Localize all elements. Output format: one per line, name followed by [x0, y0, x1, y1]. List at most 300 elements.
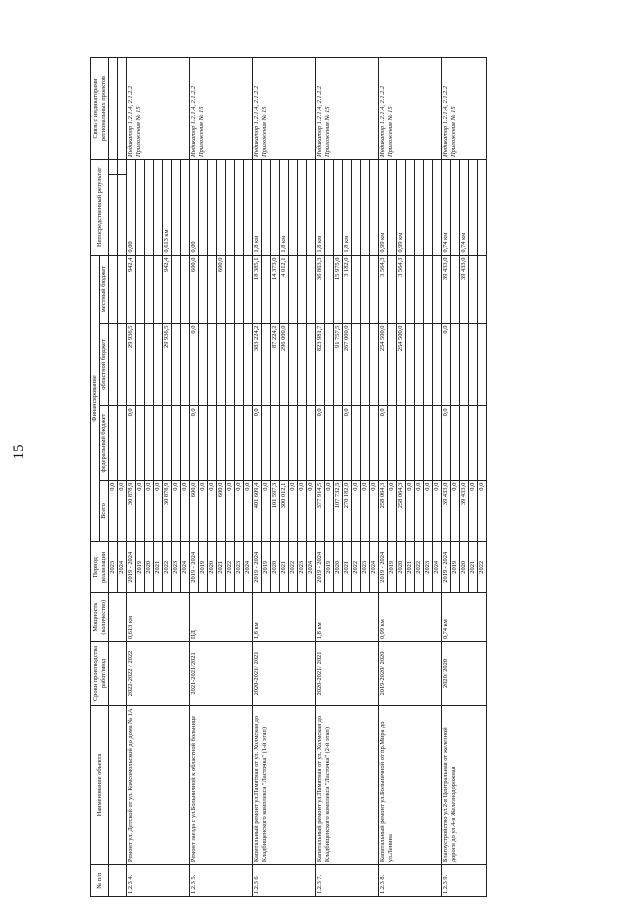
object-name: Капитальный ремонт ул.Больничной от пр.Мира до ул.Ленина [379, 705, 442, 864]
result-cell [307, 160, 316, 256]
table-row [379, 58, 388, 897]
federal-cell [172, 406, 181, 480]
cell [118, 160, 127, 175]
local-cell [262, 255, 271, 323]
total-cell: 0,0 [208, 480, 217, 542]
federal-cell [271, 406, 280, 480]
local-cell [235, 255, 244, 323]
local-cell: 4 012,1 [280, 255, 289, 323]
local-cell [298, 255, 307, 323]
result-cell [172, 160, 181, 256]
local-cell: 3 182,0 [343, 255, 352, 323]
table-body [109, 58, 487, 897]
header-federal: федеральный бюджет [100, 406, 109, 480]
total-cell: 600,0 [217, 480, 226, 542]
total-cell: 258 064,3 [379, 480, 388, 542]
regional-cell [199, 323, 208, 406]
year-cell: 2023 [298, 542, 307, 593]
federal-cell [163, 406, 172, 480]
object-name: Ремонт ул. Детской от ул. Комсомольской до дома № 1А [127, 705, 190, 864]
total-cell: 0,0 [235, 480, 244, 542]
regional-cell: 823 981,7 [316, 323, 325, 406]
object-term: 2020-2021/ 2021 [316, 642, 379, 706]
total-cell: 101 597,3 [271, 480, 280, 542]
year-cell: 2019 [451, 542, 460, 593]
result-cell: 0,99 км [397, 160, 406, 256]
year-cell: 2021 [217, 542, 226, 593]
year-cell: 2024 [181, 542, 190, 593]
year-cell: 2019 - 2024 [379, 542, 388, 593]
regional-cell: 296 000,0 [280, 323, 289, 406]
table-row [253, 58, 262, 897]
local-cell [289, 255, 298, 323]
total-cell: 0,0 [361, 480, 370, 542]
local-cell [406, 255, 415, 323]
year-cell: 2021 [406, 542, 415, 593]
federal-cell [352, 406, 361, 480]
cell [118, 406, 127, 480]
total-cell: 0,0 [307, 480, 316, 542]
header-name: Наименование объекта [91, 705, 109, 864]
header-period: Период реализации [91, 542, 109, 593]
federal-cell [451, 406, 460, 480]
regional-cell [289, 323, 298, 406]
total-cell: 0,0 [424, 480, 433, 542]
year-cell: 2019 [199, 542, 208, 593]
local-cell [244, 255, 253, 323]
table-row [109, 58, 118, 897]
federal-cell [388, 406, 397, 480]
header-term: Сроки производства работ/ввод [91, 642, 109, 706]
federal-cell: 0,0 [379, 406, 388, 480]
total-cell: 39 433,0 [460, 480, 469, 542]
total-cell: 0,0 [172, 480, 181, 542]
cell [118, 323, 127, 406]
year-cell: 2019 - 2024 [127, 542, 136, 593]
federal-cell [415, 406, 424, 480]
object-capacity: 1,8 км [253, 593, 316, 642]
cell [109, 593, 127, 642]
year-cell: 2021 [469, 542, 478, 593]
year-cell: 2020 [397, 542, 406, 593]
regional-cell [217, 323, 226, 406]
object-name: Ремонт заезда с ул.Больничной к областной больнице [190, 705, 253, 864]
federal-cell [289, 406, 298, 480]
local-cell [226, 255, 235, 323]
local-cell [478, 255, 487, 323]
table-row [442, 58, 451, 897]
local-cell: 39 433,0 [460, 255, 469, 323]
result-cell [262, 160, 271, 256]
total-cell: 39 433,0 [442, 480, 451, 542]
federal-cell [154, 406, 163, 480]
result-cell [271, 160, 280, 256]
local-cell [136, 255, 145, 323]
total-cell: 0,0 [109, 480, 118, 542]
local-cell [469, 255, 478, 323]
local-cell: 942,4 [163, 255, 172, 323]
regional-cell [154, 323, 163, 406]
year-cell: 2019 [262, 542, 271, 593]
local-cell [415, 255, 424, 323]
local-cell: 600,0 [217, 255, 226, 323]
cell [109, 160, 118, 175]
result-cell [370, 160, 379, 256]
total-cell: 0,0 [181, 480, 190, 542]
result-cell [145, 160, 154, 256]
header-capacity: Мощность (количество) [91, 593, 109, 642]
result-cell: 1,8 км [253, 160, 262, 256]
regional-cell: 383 224,2 [253, 323, 262, 406]
result-cell: 1,8 км [343, 160, 352, 256]
total-cell: 0,0 [226, 480, 235, 542]
total-cell: 270 182,0 [343, 480, 352, 542]
total-cell: 0,0 [406, 480, 415, 542]
financing-table [90, 57, 487, 897]
year-cell: 2019 [325, 542, 334, 593]
regional-cell [370, 323, 379, 406]
object-capacity: 0,99 км [379, 593, 442, 642]
regional-cell: 0,0 [442, 323, 451, 406]
year-cell: 2024 [118, 542, 127, 593]
total-cell: 0,0 [325, 480, 334, 542]
result-cell: 0,00 [190, 160, 199, 256]
federal-cell [217, 406, 226, 480]
total-cell: 0,0 [352, 480, 361, 542]
cell [109, 865, 127, 897]
local-cell: 14 373,0 [271, 255, 280, 323]
object-term: 2019-2020/ 2020 [379, 642, 442, 706]
indicator-link: Индикатор 1.2.1.4, 2.1.2.2 Приложения № 15 [316, 58, 379, 160]
result-cell: 0,99 км [379, 160, 388, 256]
year-cell: 2024 [244, 542, 253, 593]
regional-cell [244, 323, 253, 406]
result-cell [388, 160, 397, 256]
local-cell [424, 255, 433, 323]
local-cell [199, 255, 208, 323]
result-cell [433, 160, 442, 256]
regional-cell [406, 323, 415, 406]
federal-cell: 0,0 [127, 406, 136, 480]
regional-cell: 91 757,5 [334, 323, 343, 406]
total-cell: 401 609,4 [253, 480, 262, 542]
local-cell [154, 255, 163, 323]
regional-cell: 267 000,0 [343, 323, 352, 406]
result-cell [208, 160, 217, 256]
local-cell: 3 564,3 [379, 255, 388, 323]
total-cell: 258 064,3 [397, 480, 406, 542]
object-number: 1.2.3 7. [316, 865, 379, 897]
object-number: 1.2.3 9. [442, 865, 487, 897]
year-cell: 2021 [154, 542, 163, 593]
cell [118, 174, 127, 255]
indicator-link: Индикатор 1.2.1.4, 2.1.2.2 Приложения № 15 [442, 58, 487, 160]
year-cell: 2019 - 2024 [253, 542, 262, 593]
result-cell [289, 160, 298, 256]
local-cell [208, 255, 217, 323]
regional-cell [424, 323, 433, 406]
total-cell: 0,0 [469, 480, 478, 542]
result-cell [361, 160, 370, 256]
regional-cell [361, 323, 370, 406]
result-cell [478, 160, 487, 256]
federal-cell [307, 406, 316, 480]
local-cell: 15 975,0 [334, 255, 343, 323]
total-cell: 0,0 [289, 480, 298, 542]
federal-cell [478, 406, 487, 480]
indicator-link: Индикатор 1.2.1.4, 2.1.2.2 Приложения № 15 [379, 58, 442, 160]
federal-cell [406, 406, 415, 480]
regional-cell [415, 323, 424, 406]
total-cell: 0,0 [388, 480, 397, 542]
year-cell: 2022 [226, 542, 235, 593]
cell [109, 323, 118, 406]
federal-cell: 0,0 [442, 406, 451, 480]
total-cell: 0,0 [298, 480, 307, 542]
year-cell: 2022 [163, 542, 172, 593]
object-term: 2020/ 2020 [442, 642, 487, 706]
regional-cell [388, 323, 397, 406]
result-cell [469, 160, 478, 256]
federal-cell [460, 406, 469, 480]
object-term: 2020-2021/ 2021 [253, 642, 316, 706]
year-cell: 2021 [343, 542, 352, 593]
cell [118, 255, 127, 323]
table-row [316, 58, 325, 897]
total-cell: 0,0 [262, 480, 271, 542]
total-cell: 0,0 [136, 480, 145, 542]
result-cell [244, 160, 253, 256]
result-cell: 1,8 км [316, 160, 325, 256]
regional-cell [460, 323, 469, 406]
federal-cell [280, 406, 289, 480]
total-cell: 30 878,9 [163, 480, 172, 542]
year-cell: 2024 [370, 542, 379, 593]
local-cell: 600,0 [190, 255, 199, 323]
header-local: местный бюджет [100, 255, 109, 323]
year-cell: 2022 [352, 542, 361, 593]
local-cell [325, 255, 334, 323]
object-number: 1.2.3 4. [127, 865, 190, 897]
federal-cell [181, 406, 190, 480]
year-cell: 2020 [334, 542, 343, 593]
header-result: Непосредственный результат [91, 160, 109, 256]
federal-cell [361, 406, 370, 480]
object-capacity: 0,613 км [127, 593, 190, 642]
regional-cell: 87 224,2 [271, 323, 280, 406]
federal-cell [370, 406, 379, 480]
object-name: Капитальный ремонт ул.Памятная от ул. Холмская до Кладбищенского комплекса "Ласточка" (2-й этап) [316, 705, 379, 864]
result-cell [199, 160, 208, 256]
result-cell [217, 160, 226, 256]
local-cell [388, 255, 397, 323]
federal-cell [145, 406, 154, 480]
federal-cell: 0,0 [316, 406, 325, 480]
local-cell: 942,4 [127, 255, 136, 323]
indicator-link: Индикатор 1.2.1.4, 2.1.2.2 Приложения № 15 [127, 58, 190, 160]
local-cell: 18 385,1 [253, 255, 262, 323]
total-cell: 0,0 [451, 480, 460, 542]
local-cell: 39 433,0 [442, 255, 451, 323]
local-cell: 36 863,3 [316, 255, 325, 323]
regional-cell [307, 323, 316, 406]
local-cell [181, 255, 190, 323]
header-regional: областной бюджет [100, 323, 109, 406]
regional-cell: 254 500,0 [397, 323, 406, 406]
federal-cell [433, 406, 442, 480]
local-cell [352, 255, 361, 323]
federal-cell: 0,0 [190, 406, 199, 480]
header-link: Связь с индикаторами региональных проектов [91, 58, 109, 160]
result-cell: 0,613 км [163, 160, 172, 256]
regional-cell [469, 323, 478, 406]
regional-cell [298, 323, 307, 406]
federal-cell [334, 406, 343, 480]
year-cell: 2020 [208, 542, 217, 593]
year-cell: 2019 [136, 542, 145, 593]
federal-cell [424, 406, 433, 480]
local-cell [451, 255, 460, 323]
regional-cell [451, 323, 460, 406]
regional-cell: 29 936,5 [127, 323, 136, 406]
regional-cell [181, 323, 190, 406]
federal-cell [244, 406, 253, 480]
result-cell [334, 160, 343, 256]
cell [118, 58, 127, 160]
regional-cell [262, 323, 271, 406]
cell [109, 406, 118, 480]
local-cell [370, 255, 379, 323]
result-cell [136, 160, 145, 256]
table-row [127, 58, 136, 897]
year-cell: 2021 [280, 542, 289, 593]
year-cell: 2023 [424, 542, 433, 593]
local-cell [145, 255, 154, 323]
year-cell: 2022 [289, 542, 298, 593]
result-cell [406, 160, 415, 256]
object-number: 1.2.3 8. [379, 865, 442, 897]
local-cell [307, 255, 316, 323]
year-cell: 2024 [307, 542, 316, 593]
object-number: 1.2.3 5. [190, 865, 253, 897]
rotated-table-wrapper [90, 57, 630, 897]
federal-cell [136, 406, 145, 480]
indicator-link: Индикатор 1.2.1.4, 2.1.2.2 Приложения № 15 [253, 58, 316, 160]
header-total: Всего [100, 480, 109, 542]
federal-cell [262, 406, 271, 480]
regional-cell [433, 323, 442, 406]
federal-cell: 0,0 [253, 406, 262, 480]
total-cell: 0,0 [199, 480, 208, 542]
federal-cell [325, 406, 334, 480]
local-cell: 3 564,3 [397, 255, 406, 323]
result-cell: 0,74 км [442, 160, 451, 256]
year-cell: 2023 [109, 542, 118, 593]
year-cell: 2019 - 2024 [316, 542, 325, 593]
total-cell: 0,0 [478, 480, 487, 542]
local-cell [433, 255, 442, 323]
regional-cell [208, 323, 217, 406]
total-cell: 0,0 [415, 480, 424, 542]
indicator-link: Индикатор 1.2.1.4, 2.1.2.2 Приложения № 15 [190, 58, 253, 160]
object-name: Благоустройство ул.2-я Центральная от железной дороги до ул.4-я Железнодорожная [442, 705, 487, 864]
cell [109, 705, 127, 864]
object-term: 2021-2021/2021 [190, 642, 253, 706]
year-cell: 2020 [271, 542, 280, 593]
result-cell: 0,74 км [460, 160, 469, 256]
result-cell [298, 160, 307, 256]
object-number: 1.2.3 6 [253, 865, 316, 897]
result-cell [235, 160, 244, 256]
object-name: Капитальный ремонт ул.Памятная от ул. Холмская до Кладбищенского комплекса "Ласточка" (1-й этап) [253, 705, 316, 864]
year-cell: 2020 [145, 542, 154, 593]
regional-cell [478, 323, 487, 406]
result-cell [415, 160, 424, 256]
total-cell: 0,0 [118, 480, 127, 542]
local-cell [172, 255, 181, 323]
total-cell: 600,0 [190, 480, 199, 542]
year-cell: 2020 [460, 542, 469, 593]
total-cell: 0,0 [154, 480, 163, 542]
total-cell: 0,0 [244, 480, 253, 542]
result-cell [352, 160, 361, 256]
object-capacity: ПД [190, 593, 253, 642]
federal-cell [298, 406, 307, 480]
regional-cell: 254 500,0 [379, 323, 388, 406]
regional-cell [325, 323, 334, 406]
result-cell [154, 160, 163, 256]
total-cell: 300 012,1 [280, 480, 289, 542]
year-cell: 2022 [415, 542, 424, 593]
header-financing: Финансирование [91, 255, 100, 542]
year-cell: 2023 [172, 542, 181, 593]
federal-cell [235, 406, 244, 480]
federal-cell [226, 406, 235, 480]
result-cell [226, 160, 235, 256]
federal-cell [208, 406, 217, 480]
year-cell: 2019 - 2024 [442, 542, 451, 593]
year-cell: 2019 [388, 542, 397, 593]
total-cell: 0,0 [145, 480, 154, 542]
year-cell: 2023 [361, 542, 370, 593]
federal-cell [469, 406, 478, 480]
table-row [190, 58, 199, 897]
total-cell: 30 878,9 [127, 480, 136, 542]
result-cell [325, 160, 334, 256]
cell [109, 642, 127, 706]
cell [109, 174, 118, 255]
result-cell [451, 160, 460, 256]
federal-cell: 0,0 [343, 406, 352, 480]
result-cell: 1,8 км [280, 160, 289, 256]
federal-cell [199, 406, 208, 480]
object-capacity: 0,74 км [442, 593, 487, 642]
page-number: 15 [11, 444, 27, 460]
year-cell: 2019 - 2024 [190, 542, 199, 593]
total-cell: 0,0 [370, 480, 379, 542]
regional-cell [352, 323, 361, 406]
local-cell [361, 255, 370, 323]
object-term: 2022-2022 / 2022 [127, 642, 190, 706]
regional-cell [226, 323, 235, 406]
result-cell: 0,00 [127, 160, 136, 256]
year-cell: 2022 [478, 542, 487, 593]
year-cell: 2023 [235, 542, 244, 593]
regional-cell [235, 323, 244, 406]
regional-cell [145, 323, 154, 406]
cell [109, 58, 118, 160]
object-capacity: 1,8 км [316, 593, 379, 642]
